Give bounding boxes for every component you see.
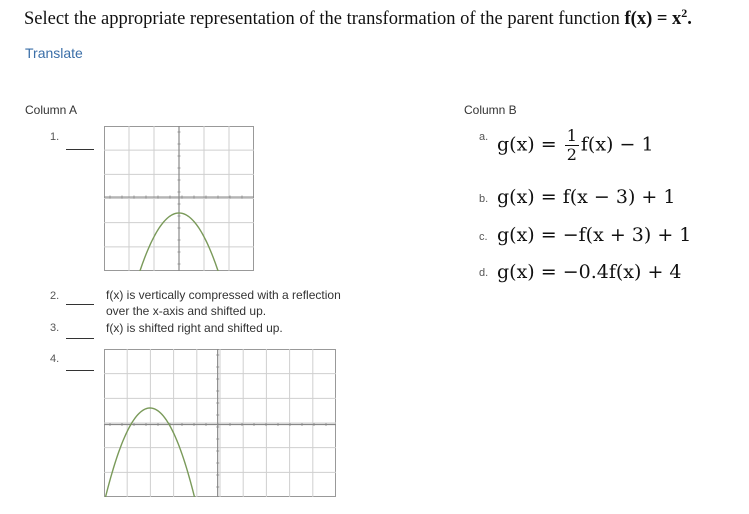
graph-4 [104, 349, 336, 497]
item-3-description: f(x) is shifted right and shifted up. [106, 321, 283, 335]
item-3-answer-blank[interactable] [66, 338, 94, 339]
item-2-description: f(x) is vertically compressed with a reflection over the x-axis and shifted up. [106, 288, 341, 318]
option-a-equation: g(x) = $\frac{1}{2}$ f(x) − 1 [497, 126, 654, 164]
column-a-heading: Column A [25, 103, 78, 117]
option-a-letter: a. [479, 131, 489, 143]
option-d-letter: d. [479, 267, 489, 279]
item-3-number: 3. [50, 322, 60, 334]
item-4-number: 4. [50, 353, 60, 365]
item-1-number: 1. [50, 131, 60, 143]
option-d-equation: g(x) = −0.4f(x) + 4 [497, 261, 682, 283]
item-1-answer-blank[interactable] [66, 149, 94, 150]
item-4-answer-blank[interactable] [66, 370, 94, 371]
option-b-equation: g(x) = f(x − 3) + 1 [497, 186, 676, 208]
graph-4-plot [104, 349, 336, 497]
option-c-letter: c. [479, 231, 488, 243]
option-b-letter: b. [479, 193, 489, 205]
item-2-number: 2. [50, 290, 60, 302]
fraction: $\frac{1}{2}$ [566, 126, 577, 164]
graph-1 [104, 126, 254, 271]
graph-1-plot [104, 126, 254, 271]
question-text: Select the appropriate representation of the transformation of the parent function $f(x) = x^2$. [24, 6, 692, 30]
item-2-answer-blank[interactable] [66, 304, 94, 305]
column-b-heading: Column B [464, 103, 517, 117]
translate-link[interactable]: Translate [25, 45, 83, 61]
option-c-equation: g(x) = −f(x + 3) + 1 [497, 224, 692, 246]
